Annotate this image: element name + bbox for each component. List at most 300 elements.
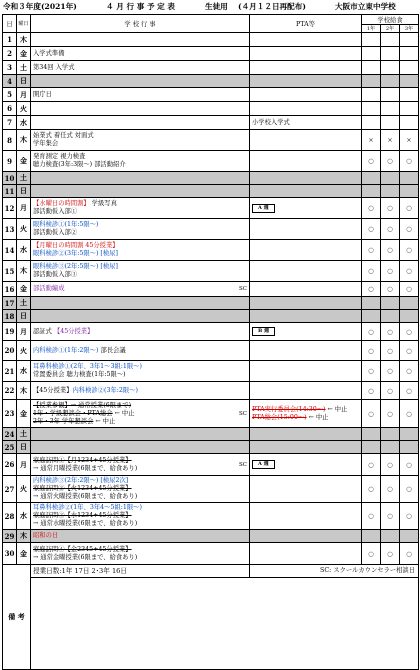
schedule-row: [3, 454, 419, 476]
pta-events: [250, 198, 362, 219]
day-of-week: 金: [17, 151, 31, 172]
event-line: [33, 347, 249, 355]
event-line: [33, 91, 249, 99]
day-number: 15: [3, 261, 17, 282]
lunch-mark-grade-1: ○: [362, 151, 381, 172]
event-text: 【月曜日の時間割 45分授業】: [33, 242, 119, 249]
event-line: [33, 485, 249, 493]
pta-events: [250, 476, 362, 503]
lunch-mark-grade-2: ○: [381, 454, 400, 476]
school-events: [31, 198, 250, 219]
schedule-row: [3, 297, 419, 310]
schedule-row: [3, 476, 419, 503]
day-number: 6: [3, 102, 17, 116]
day-of-week: 火: [17, 219, 31, 240]
day-of-week: 木: [17, 530, 31, 543]
lunch-mark-grade-1: ○: [362, 454, 381, 476]
lunch-mark-grade-3: ○: [400, 323, 419, 341]
day-of-week: 月: [17, 88, 31, 102]
event-text: 【授業参観】→ 通常授業(6限まで): [33, 401, 132, 409]
lunch-mark-grade-3: [400, 441, 419, 454]
day-number: 24: [3, 428, 17, 441]
school-events: [31, 61, 250, 75]
lunch-mark-grade-2: ○: [381, 400, 400, 428]
lunch-mark-grade-3: [400, 428, 419, 441]
day-of-week: 月: [17, 198, 31, 219]
school-events: [31, 454, 250, 476]
event-line: [33, 410, 249, 418]
event-text: 2年・3年 学年懇談会: [33, 417, 94, 425]
day-number: 29: [3, 530, 17, 543]
day-of-week: 土: [17, 297, 31, 310]
day-number: 26: [3, 454, 17, 476]
lunch-mark-grade-3: ○: [400, 261, 419, 282]
lunch-mark-grade-2: ×: [381, 130, 400, 151]
lunch-mark-grade-2: [381, 310, 400, 323]
lunch-mark-grade-2: ○: [381, 503, 400, 530]
event-text: 【45分授業】: [33, 386, 73, 394]
pta-events: [250, 454, 362, 476]
document-title: ４ 月 行 事 予 定 表: [106, 2, 176, 11]
event-text: 第34回 入学式: [33, 63, 75, 71]
day-of-week: 日: [17, 185, 31, 198]
event-line: [33, 285, 249, 293]
lunch-mark-grade-3: ○: [400, 454, 419, 476]
lunch-mark-grade-3: [400, 47, 419, 61]
school-events: [31, 130, 250, 151]
week-badge: B 週: [252, 327, 275, 336]
school-events: [31, 47, 250, 61]
lunch-mark-grade-3: ○: [400, 503, 419, 530]
school-events: [31, 185, 250, 198]
schedule-row: [3, 185, 419, 198]
pta-line: [252, 414, 361, 422]
school-events: [31, 75, 250, 88]
lunch-mark-grade-3: [400, 88, 419, 102]
lunch-mark-grade-1: ○: [362, 503, 381, 530]
school-events: [31, 219, 250, 240]
lunch-mark-grade-3: ○: [400, 341, 419, 361]
day-of-week: 火: [17, 341, 31, 361]
pta-events: [250, 400, 362, 428]
lunch-mark-grade-2: ○: [381, 543, 400, 565]
schedule-row: [3, 47, 419, 61]
event-line: [33, 271, 249, 279]
day-of-week: 日: [17, 310, 31, 323]
footer-blank-row: [3, 578, 419, 670]
lunch-mark-grade-2: ○: [381, 323, 400, 341]
event-line: [33, 140, 249, 148]
lunch-mark-grade-1: [362, 310, 381, 323]
event-line: [33, 328, 249, 336]
event-text: 【水曜日の時間割】: [33, 200, 90, 207]
lunch-mark-grade-1: [362, 441, 381, 454]
lunch-mark-grade-2: ○: [381, 219, 400, 240]
lunch-mark-grade-2: ○: [381, 240, 400, 261]
day-of-week: 水: [17, 503, 31, 530]
day-of-week: 木: [17, 261, 31, 282]
schedule-row: [3, 428, 419, 441]
day-number: 28: [3, 503, 17, 530]
lunch-mark-grade-3: [400, 310, 419, 323]
day-number: 18: [3, 310, 17, 323]
schedule-row: [3, 323, 419, 341]
lunch-mark-grade-1: [362, 428, 381, 441]
lunch-mark-grade-1: [362, 297, 381, 310]
lunch-mark-grade-1: ○: [362, 400, 381, 428]
pta-events: [250, 185, 362, 198]
pta-events: [250, 323, 362, 341]
event-line: [33, 263, 249, 271]
school-events: [31, 428, 250, 441]
day-of-week: 木: [17, 33, 31, 47]
day-number: 10: [3, 172, 17, 185]
schedule-body: [3, 33, 419, 565]
event-text: 認証式: [33, 327, 54, 335]
event-suffix: 【45分授業】: [53, 327, 94, 335]
pta-events: [250, 116, 362, 130]
audience-label: 生徒用: [205, 2, 228, 11]
lunch-mark-grade-3: ○: [400, 151, 419, 172]
lunch-mark-grade-3: ○: [400, 198, 419, 219]
pta-events: [250, 240, 362, 261]
schedule-row: [3, 361, 419, 382]
lunch-mark-grade-3: [400, 297, 419, 310]
day-number: 1: [3, 33, 17, 47]
lunch-mark-grade-1: [362, 530, 381, 543]
day-number: 13: [3, 219, 17, 240]
lunch-mark-grade-1: [362, 47, 381, 61]
header-grade-3: 3年: [400, 25, 419, 33]
lunch-mark-grade-2: ○: [381, 382, 400, 400]
lunch-mark-grade-3: ○: [400, 400, 419, 428]
event-line: [33, 208, 249, 216]
lunch-mark-grade-1: [362, 116, 381, 130]
event-line: [33, 200, 249, 208]
schedule-row: [3, 261, 419, 282]
pta-line: [252, 406, 361, 414]
schedule-row: [3, 130, 419, 151]
school-events: [31, 261, 250, 282]
pta-suffix: ← 中止: [325, 405, 348, 413]
lunch-mark-grade-1: [362, 102, 381, 116]
pta-events: [250, 75, 362, 88]
schedule-row: [3, 530, 419, 543]
school-events: [31, 116, 250, 130]
event-line: [33, 402, 249, 410]
school-events: [31, 543, 250, 565]
schedule-row: [3, 282, 419, 297]
event-line: [33, 132, 249, 140]
lunch-mark-grade-3: ○: [400, 543, 419, 565]
schedule-row: [3, 543, 419, 565]
day-of-week: 金: [17, 47, 31, 61]
event-text: 1年・学級懇談会・PTA総会: [33, 409, 113, 417]
pta-text: 小学校入学式: [252, 118, 290, 126]
event-line: [33, 546, 249, 554]
day-number: 17: [3, 297, 17, 310]
header-events: 学 校 行 事: [31, 15, 250, 33]
lunch-mark-grade-3: [400, 530, 419, 543]
lunch-mark-grade-2: [381, 61, 400, 75]
lunch-mark-grade-1: ○: [362, 543, 381, 565]
event-text: → 通常金曜授業(6限まで、給食あり): [33, 553, 138, 561]
school-name: 大阪市立東中学校: [335, 2, 396, 11]
event-text: 部活動仮入部①: [33, 208, 78, 215]
header-grade-2: 2年: [381, 25, 400, 33]
schedule-row: [3, 172, 419, 185]
schedule-row: [3, 61, 419, 75]
day-number: 14: [3, 240, 17, 261]
lunch-mark-grade-1: ○: [362, 476, 381, 503]
pta-events: [250, 172, 362, 185]
lunch-mark-grade-2: [381, 102, 400, 116]
header-pta: PTA等: [250, 15, 362, 33]
pta-events: [250, 361, 362, 382]
lunch-mark-grade-2: [381, 185, 400, 198]
schedule-row: [3, 33, 419, 47]
school-events: [31, 297, 250, 310]
day-number: 2: [3, 47, 17, 61]
lunch-mark-grade-1: ×: [362, 130, 381, 151]
event-text: 内科検診①(1年:2限～): [33, 346, 99, 354]
day-number: 16: [3, 282, 17, 297]
lunch-mark-grade-3: ×: [400, 130, 419, 151]
pta-line: [252, 460, 361, 469]
lunch-mark-grade-3: [400, 172, 419, 185]
lunch-mark-grade-3: ○: [400, 476, 419, 503]
event-text: 部活動仮入部③: [33, 271, 78, 278]
lunch-mark-grade-1: [362, 185, 381, 198]
event-line: [33, 161, 249, 169]
school-events: [31, 400, 250, 428]
pta-text: PTA総会(15:00～): [252, 413, 307, 421]
day-number: 9: [3, 151, 17, 172]
footer-note-row: [3, 565, 419, 578]
day-number: 3: [3, 61, 17, 75]
pta-events: [250, 47, 362, 61]
event-line: [33, 371, 249, 379]
sc-marker: SC: [239, 286, 247, 292]
lunch-mark-grade-2: [381, 33, 400, 47]
day-number: 20: [3, 341, 17, 361]
lunch-mark-grade-1: ○: [362, 198, 381, 219]
schedule-row: [3, 151, 419, 172]
schedule-row: [3, 400, 419, 428]
school-events: [31, 172, 250, 185]
pta-events: [250, 61, 362, 75]
pta-events: [250, 33, 362, 47]
week-badge: A 週: [252, 460, 275, 469]
event-text: 開庁日: [33, 90, 52, 98]
lunch-mark-grade-3: ○: [400, 240, 419, 261]
pta-suffix: ← 中止: [306, 413, 329, 421]
header-row-1: [3, 15, 419, 25]
lunch-mark-grade-3: ○: [400, 382, 419, 400]
day-of-week: 日: [17, 75, 31, 88]
event-suffix: 内科検診②(3年:2限～): [72, 386, 138, 394]
remarks-label: 備 考: [3, 565, 31, 670]
lunch-mark-grade-1: ○: [362, 282, 381, 297]
pta-events: [250, 88, 362, 102]
school-events: [31, 382, 250, 400]
event-line: [33, 418, 249, 426]
day-number: 5: [3, 88, 17, 102]
school-days-note: 授業日数:1年 17日 2･3年 16日: [31, 565, 250, 578]
event-text: 眼科検診③(2年:5限～) [検尿]: [33, 263, 118, 270]
day-number: 11: [3, 185, 17, 198]
day-number: 27: [3, 476, 17, 503]
lunch-mark-grade-3: [400, 33, 419, 47]
event-text: → 通常月曜授業(6限まで、給食あり): [33, 464, 138, 472]
school-events: [31, 282, 250, 297]
lunch-mark-grade-1: ○: [362, 261, 381, 282]
event-text: 部活動編成: [33, 285, 65, 292]
school-events: [31, 361, 250, 382]
lunch-mark-grade-2: ○: [381, 476, 400, 503]
event-suffix: ← 中止: [93, 417, 116, 425]
lunch-mark-grade-2: ○: [381, 341, 400, 361]
lunch-mark-grade-2: [381, 530, 400, 543]
event-suffix: ← 中止: [112, 409, 135, 417]
event-line: [33, 554, 249, 562]
day-of-week: 土: [17, 61, 31, 75]
event-line: [33, 465, 249, 473]
school-events: [31, 240, 250, 261]
lunch-mark-grade-3: ○: [400, 219, 419, 240]
pta-events: [250, 428, 362, 441]
schedule-row: [3, 240, 419, 261]
event-text: → 通常火曜授業(6限まで、給食あり): [33, 493, 138, 500]
day-of-week: 火: [17, 102, 31, 116]
pta-events: [250, 297, 362, 310]
day-of-week: 月: [17, 323, 31, 341]
school-events: [31, 530, 250, 543]
lunch-mark-grade-3: [400, 185, 419, 198]
day-of-week: 水: [17, 116, 31, 130]
title-bar: [0, 0, 420, 14]
pta-events: [250, 382, 362, 400]
lunch-mark-grade-2: [381, 47, 400, 61]
school-events: [31, 503, 250, 530]
event-suffix: 部長会議: [98, 346, 126, 354]
lunch-mark-grade-2: ○: [381, 261, 400, 282]
lunch-mark-grade-1: ○: [362, 361, 381, 382]
day-number: 22: [3, 382, 17, 400]
event-text: 昭和の日: [33, 532, 59, 539]
day-of-week: 月: [17, 454, 31, 476]
event-text: 学年集会: [33, 140, 59, 147]
event-line: [33, 504, 249, 512]
day-number: 8: [3, 130, 17, 151]
schedule-row: [3, 88, 419, 102]
event-line: [33, 493, 249, 501]
day-of-week: 水: [17, 361, 31, 382]
day-number: 7: [3, 116, 17, 130]
school-events: [31, 441, 250, 454]
schedule-row: [3, 75, 419, 88]
lunch-mark-grade-1: ○: [362, 382, 381, 400]
event-line: [33, 242, 249, 250]
fiscal-year: 令和３年度(2021年): [3, 2, 77, 11]
event-line: [33, 477, 249, 485]
school-events: [31, 323, 250, 341]
lunch-mark-grade-3: [400, 116, 419, 130]
event-text: 耳鼻科検診②(1年、3年4～5組:1限～): [33, 504, 142, 511]
event-line: [33, 153, 249, 161]
school-events: [31, 341, 250, 361]
lunch-mark-grade-1: [362, 61, 381, 75]
lunch-mark-grade-2: ○: [381, 151, 400, 172]
schedule-row: [3, 503, 419, 530]
event-text: 家庭訪問④【金2345+45分授業】: [33, 545, 132, 553]
event-text: 眼科検診①(1年:5限～): [33, 221, 99, 228]
event-line: [33, 50, 249, 58]
school-events: [31, 33, 250, 47]
lunch-mark-grade-2: [381, 441, 400, 454]
day-of-week: 木: [17, 382, 31, 400]
event-line: [33, 64, 249, 72]
pta-events: [250, 151, 362, 172]
event-line: [33, 532, 249, 540]
event-text: 常置委員会 聴力検査(1年:5限～): [33, 371, 126, 378]
event-text: 始業式 着任式 対面式: [33, 132, 94, 139]
pta-events: [250, 282, 362, 297]
lunch-mark-grade-1: [362, 33, 381, 47]
day-of-week: 日: [17, 441, 31, 454]
schedule-row: [3, 198, 419, 219]
lunch-mark-grade-2: [381, 88, 400, 102]
school-events: [31, 102, 250, 116]
day-number: 21: [3, 361, 17, 382]
lunch-mark-grade-2: [381, 75, 400, 88]
pta-line: [252, 327, 361, 336]
schedule-row: [3, 310, 419, 323]
sc-note: SC: スクールカウンセラー相談日: [250, 565, 419, 578]
event-text: 耳鼻科検診①(2年、3年1～3組:1限～): [33, 363, 142, 370]
lunch-mark-grade-3: ○: [400, 282, 419, 297]
day-number: 23: [3, 400, 17, 428]
schedule-row: [3, 219, 419, 240]
event-line: [33, 512, 249, 520]
day-of-week: 水: [17, 240, 31, 261]
day-number: 30: [3, 543, 17, 565]
lunch-mark-grade-2: [381, 297, 400, 310]
school-events: [31, 151, 250, 172]
event-text: 眼科検診②(3年:5限～) [検尿]: [33, 250, 118, 257]
event-text: 聴力検査(3年:3限～) 部活動紹介: [33, 161, 126, 168]
lunch-mark-grade-1: [362, 88, 381, 102]
event-text: 家庭訪問③【水1234+45分授業】: [33, 512, 132, 519]
event-suffix: 学級写真: [89, 200, 117, 207]
day-of-week: 火: [17, 476, 31, 503]
day-number: 25: [3, 441, 17, 454]
day-of-week: 土: [17, 172, 31, 185]
schedule-row: [3, 382, 419, 400]
schedule-row: [3, 102, 419, 116]
lunch-mark-grade-1: ○: [362, 240, 381, 261]
remarks-area: [31, 578, 419, 670]
pta-events: [250, 543, 362, 565]
lunch-mark-grade-2: ○: [381, 361, 400, 382]
lunch-mark-grade-2: [381, 116, 400, 130]
lunch-mark-grade-2: [381, 428, 400, 441]
lunch-mark-grade-3: ○: [400, 361, 419, 382]
schedule-row: [3, 116, 419, 130]
pta-events: [250, 310, 362, 323]
pta-events: [250, 130, 362, 151]
lunch-mark-grade-3: [400, 102, 419, 116]
